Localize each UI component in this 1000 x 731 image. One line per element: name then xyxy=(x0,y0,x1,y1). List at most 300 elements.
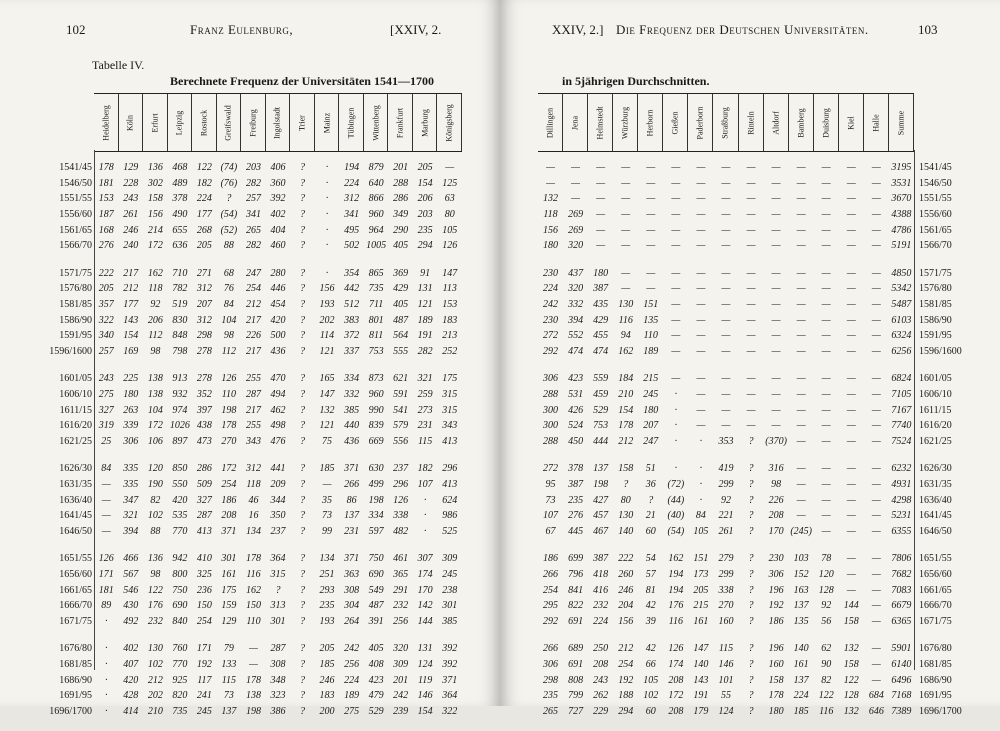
table-cell: 338 xyxy=(718,584,734,596)
table-cell: 51 xyxy=(645,463,656,475)
table-cell: — xyxy=(746,162,756,174)
table-cell: 385 xyxy=(344,404,360,416)
table-cell: 418 xyxy=(593,568,609,580)
table-cell: — xyxy=(721,240,731,252)
table-cell: ? xyxy=(748,600,754,612)
table-cell: — xyxy=(696,420,706,432)
table-cell: 180 xyxy=(123,389,139,401)
table-cell: 240 xyxy=(123,240,139,252)
table-cell: — xyxy=(796,283,806,295)
table-cell: — xyxy=(871,330,881,342)
table-cell: — xyxy=(821,209,831,221)
table-cell: (76) xyxy=(220,177,238,189)
table-cell: ? xyxy=(300,267,306,279)
table-cell: 54 xyxy=(645,553,656,565)
table-cell: 306 xyxy=(768,568,784,580)
table-cell: 107 xyxy=(543,510,559,522)
table-cell: · xyxy=(105,658,108,670)
period-label: 1541/45 xyxy=(59,162,92,174)
table-cell: 198 xyxy=(368,494,384,506)
table-cell: — xyxy=(646,224,656,236)
table-cell: 298 xyxy=(196,330,212,342)
table-cell: 146 xyxy=(718,658,734,670)
table-cell: — xyxy=(771,162,781,174)
period-label: 1631/35 xyxy=(918,478,952,490)
table-cell: 315 xyxy=(442,404,458,416)
table-cell: 535 xyxy=(172,510,188,522)
table-cell: 292 xyxy=(543,345,559,357)
table-row xyxy=(538,641,966,657)
table-cell: 243 xyxy=(123,193,139,205)
table-cell: ? xyxy=(300,690,306,702)
table-cell: · xyxy=(325,224,329,236)
column-header-label: Jena xyxy=(570,115,580,130)
table-cell: — xyxy=(746,314,756,326)
period-label: 1601/05 xyxy=(918,373,952,385)
row-group xyxy=(538,551,966,629)
table-cell: 225 xyxy=(123,373,139,385)
table-cell: ? xyxy=(748,690,754,702)
table-cell: 298 xyxy=(543,674,559,686)
table-cell: 555 xyxy=(393,345,409,357)
table-cell: 391 xyxy=(368,615,384,627)
table-cell: — xyxy=(721,345,731,357)
table-cell: 67 xyxy=(545,525,556,537)
column-header-label: Duisburg xyxy=(821,107,831,138)
period-label: 1551/55 xyxy=(918,193,952,205)
period-label: 1616/20 xyxy=(59,420,92,432)
period-label: 1596/1600 xyxy=(918,345,962,357)
table-cell: 80 xyxy=(620,494,631,506)
table-row xyxy=(36,328,462,344)
table-cell: 154 xyxy=(123,330,139,342)
table-cell: — xyxy=(721,162,731,174)
table-cell: 228 xyxy=(123,177,139,189)
page-number-right: 103 xyxy=(918,22,938,37)
table-cell: 128 xyxy=(843,690,859,702)
table-cell: 245 xyxy=(442,568,458,580)
table-cell: 147 xyxy=(693,643,709,655)
table-cell: 621 xyxy=(393,373,409,385)
column-header xyxy=(217,94,242,151)
table-cell: 114 xyxy=(319,330,335,342)
table-cell: 344 xyxy=(270,494,286,506)
table-cell: 62 xyxy=(821,643,832,655)
row-group xyxy=(538,641,966,719)
table-cell: 222 xyxy=(618,553,634,565)
table-cell: — xyxy=(671,330,681,342)
table-cell: 158 xyxy=(768,674,784,686)
table-cell: 848 xyxy=(172,330,188,342)
table-cell: 559 xyxy=(593,373,609,385)
table-cell: 204 xyxy=(618,600,634,612)
table-cell: 194 xyxy=(668,568,684,580)
table-cell: ? xyxy=(300,658,306,670)
table-cell: 259 xyxy=(417,389,433,401)
table-cell: 103 xyxy=(793,553,809,565)
table-cell: ? xyxy=(300,240,306,252)
table-cell: 413 xyxy=(442,435,458,447)
table-cell: 420 xyxy=(270,314,286,326)
table-cell: 105 xyxy=(693,525,709,537)
table-cell: 321 xyxy=(123,510,139,522)
table-cell: 942 xyxy=(172,553,188,565)
table-cell: ? xyxy=(275,584,281,596)
table-cell: 288 xyxy=(543,435,559,447)
table-cell: 6679 xyxy=(891,600,912,612)
period-label: 1636/40 xyxy=(918,494,952,506)
period-label: 1541/45 xyxy=(918,162,952,174)
table-row xyxy=(36,297,462,313)
table-cell: 252 xyxy=(442,345,458,357)
table-cell: 416 xyxy=(593,584,609,596)
table-cell: 262 xyxy=(593,690,609,702)
table-cell: — xyxy=(871,314,881,326)
column-header-label: Bamberg xyxy=(796,107,806,138)
table-cell: — xyxy=(445,162,455,174)
column-header-label: Gießen xyxy=(670,110,680,135)
table-cell: 130 xyxy=(618,299,634,311)
left-page xyxy=(0,0,500,717)
table-cell: 442 xyxy=(344,283,360,295)
table-cell: 636 xyxy=(172,240,188,252)
table-cell: ? xyxy=(748,553,754,565)
table-cell: 320 xyxy=(568,283,584,295)
table-cell: ? xyxy=(748,705,754,717)
table-cell: · xyxy=(699,435,703,447)
table-cell: — xyxy=(746,267,756,279)
table-cell: — xyxy=(696,314,706,326)
table-cell: — xyxy=(796,463,806,475)
table-cell: · xyxy=(325,267,329,279)
table-cell: 222 xyxy=(98,267,114,279)
table-cell: 312 xyxy=(196,314,212,326)
table-cell: 5191 xyxy=(891,240,912,252)
table-cell: — xyxy=(721,267,731,279)
table-cell: 190 xyxy=(147,478,163,490)
table-cell: 126 xyxy=(442,240,458,252)
table-cell: 264 xyxy=(344,615,360,627)
table-cell: 494 xyxy=(270,389,286,401)
table-cell: 426 xyxy=(568,404,584,416)
table-cell: 335 xyxy=(123,478,139,490)
table-cell: 397 xyxy=(196,404,212,416)
table-cell: 196 xyxy=(768,643,784,655)
table-cell: 325 xyxy=(196,568,212,580)
table-cell: 476 xyxy=(270,435,286,447)
table-cell: 428 xyxy=(123,690,139,702)
column-header xyxy=(563,94,588,151)
table-cell: 365 xyxy=(393,568,409,580)
table-cell: 209 xyxy=(270,478,286,490)
table-cell: · xyxy=(674,404,678,416)
table-cell: — xyxy=(846,510,856,522)
table-cell: ? xyxy=(748,510,754,522)
table-cell: — xyxy=(746,283,756,295)
table-cell: ? xyxy=(300,345,306,357)
table-row xyxy=(36,238,462,254)
period-label: 1576/80 xyxy=(918,283,952,295)
table-cell: 322 xyxy=(98,314,114,326)
table-cell: 142 xyxy=(417,600,433,612)
table-cell: 6355 xyxy=(891,525,912,537)
table-cell: — xyxy=(821,389,831,401)
table-cell: 212 xyxy=(618,643,634,655)
table-cell: 75 xyxy=(322,435,333,447)
table-cell: ? xyxy=(748,435,754,447)
table-cell: 300 xyxy=(543,404,559,416)
column-header xyxy=(789,94,814,151)
table-cell: 101 xyxy=(718,674,734,686)
table-cell: ? xyxy=(748,463,754,475)
table-cell: — xyxy=(746,240,756,252)
table-cell: — xyxy=(846,420,856,432)
table-cell: — xyxy=(249,658,258,670)
table-cell: 236 xyxy=(196,584,212,596)
table-cell: 104 xyxy=(147,404,163,416)
table-cell: — xyxy=(796,420,806,432)
table-cell: ? xyxy=(648,494,654,506)
table-cell: — xyxy=(846,463,856,475)
table-cell: 137 xyxy=(221,705,237,717)
table-cell: ? xyxy=(300,674,306,686)
period-label: 1681/85 xyxy=(918,658,952,670)
table-cell: 394 xyxy=(123,525,139,537)
table-cell: 479 xyxy=(368,690,384,702)
table-cell: — xyxy=(746,224,756,236)
table-cell: — xyxy=(771,389,781,401)
period-label: 1586/90 xyxy=(59,314,92,326)
table-cell: 42 xyxy=(645,643,656,655)
table-cell: 354 xyxy=(344,267,360,279)
table-cell: — xyxy=(846,568,856,580)
table-cell: 6824 xyxy=(891,373,912,385)
table-cell: — xyxy=(671,240,681,252)
table-cell: — xyxy=(696,224,706,236)
period-label: 1621/25 xyxy=(918,435,952,447)
period-label: 1546/50 xyxy=(918,177,952,189)
table-cell: 110 xyxy=(221,389,237,401)
table-cell: 423 xyxy=(568,373,584,385)
table-cell: — xyxy=(821,494,831,506)
table-cell: 932 xyxy=(172,389,188,401)
table-cell: — xyxy=(771,420,781,432)
table-cell: 5487 xyxy=(891,299,912,311)
table-cell: 150 xyxy=(196,600,212,612)
column-header-label: Paderborn xyxy=(695,106,705,139)
table-cell: — xyxy=(671,373,681,385)
table-cell: — xyxy=(846,494,856,506)
table-cell: 124 xyxy=(718,705,734,717)
period-label: 1681/85 xyxy=(59,658,92,670)
table-row xyxy=(36,281,462,297)
table-cell: 770 xyxy=(172,658,188,670)
table-cell: 132 xyxy=(319,404,335,416)
running-ref-right: XXIV, 2.] xyxy=(552,22,604,37)
table-cell: 92 xyxy=(720,494,731,506)
table-cell: — xyxy=(871,162,881,174)
table-cell: 130 xyxy=(147,643,163,655)
table-cell: — xyxy=(846,525,856,537)
table-cell: — xyxy=(671,314,681,326)
table-cell: 151 xyxy=(643,299,659,311)
table-cell: ? xyxy=(748,568,754,580)
table-cell: 235 xyxy=(543,690,559,702)
table-cell: 320 xyxy=(568,240,584,252)
table-cell: 579 xyxy=(393,420,409,432)
table-cell: — xyxy=(771,224,781,236)
table-row xyxy=(36,160,462,176)
table-cell: 137 xyxy=(593,463,609,475)
column-header-row-left xyxy=(94,93,462,152)
table-cell: 960 xyxy=(368,389,384,401)
period-label: 1696/1700 xyxy=(918,705,962,717)
running-author: Franz Eulenburg, xyxy=(190,22,294,37)
table-cell: 201 xyxy=(393,162,409,174)
table-cell: 753 xyxy=(368,345,384,357)
table-cell: 151 xyxy=(693,553,709,565)
table-row xyxy=(36,477,462,493)
table-cell: 192 xyxy=(768,600,784,612)
period-label: 1626/30 xyxy=(918,463,952,475)
period-label: 1606/10 xyxy=(918,389,952,401)
table-cell: — xyxy=(571,193,581,205)
table-cell: 364 xyxy=(270,553,286,565)
table-cell: 498 xyxy=(270,420,286,432)
table-cell: — xyxy=(671,224,681,236)
table-cell: 230 xyxy=(543,314,559,326)
table-cell: — xyxy=(671,209,681,221)
table-cell: 208 xyxy=(221,510,237,522)
table-cell: 242 xyxy=(393,690,409,702)
table-cell: (44) xyxy=(667,494,685,506)
table-cell: 57 xyxy=(645,568,656,580)
table-cell: 207 xyxy=(643,420,659,432)
table-cell: 350 xyxy=(270,510,286,522)
column-header xyxy=(764,94,789,151)
table-cell: 499 xyxy=(368,478,384,490)
table-cell: 198 xyxy=(593,478,609,490)
table-cell: 4786 xyxy=(891,224,912,236)
table-row xyxy=(36,266,462,282)
table-cell: 185 xyxy=(319,463,335,475)
table-cell: ? xyxy=(300,177,306,189)
table-cell: 630 xyxy=(368,463,384,475)
table-cell: — xyxy=(771,240,781,252)
table-cell: 187 xyxy=(98,209,114,221)
table-cell: — xyxy=(871,510,881,522)
table-cell: — xyxy=(871,584,881,596)
table-cell: 76 xyxy=(223,283,234,295)
period-label: 1586/90 xyxy=(918,314,952,326)
period-label: 1561/65 xyxy=(918,224,952,236)
table-cell: — xyxy=(821,330,831,342)
table-cell: 294 xyxy=(618,705,634,717)
table-cell: — xyxy=(846,224,856,236)
table-cell: 235 xyxy=(319,600,335,612)
table-cell: — xyxy=(596,209,606,221)
column-header xyxy=(839,94,864,151)
table-cell: 288 xyxy=(393,177,409,189)
period-label: 1631/35 xyxy=(59,478,92,490)
table-cell: 990 xyxy=(368,404,384,416)
table-cell: 215 xyxy=(643,373,659,385)
table-cell: — xyxy=(821,373,831,385)
table-cell: 156 xyxy=(319,283,335,295)
table-cell: — xyxy=(871,600,881,612)
table-cell: 487 xyxy=(368,600,384,612)
table-cell: 165 xyxy=(319,373,335,385)
table-cell: 335 xyxy=(123,463,139,475)
table-cell: 84 xyxy=(695,510,706,522)
table-cell: — xyxy=(746,404,756,416)
table-cell: 322 xyxy=(442,705,458,717)
table-cell: — xyxy=(596,224,606,236)
table-cell: 212 xyxy=(123,283,139,295)
table-cell: 710 xyxy=(172,267,188,279)
table-cell: 307 xyxy=(417,553,433,565)
table-cell: 217 xyxy=(245,345,261,357)
table-cell: 6365 xyxy=(891,615,912,627)
table-row xyxy=(538,222,966,238)
table-cell: 6496 xyxy=(891,674,912,686)
column-header xyxy=(713,94,738,151)
table-cell: ? xyxy=(300,330,306,342)
column-header-label: Dillingen xyxy=(545,107,555,138)
table-cell: 235 xyxy=(417,224,433,236)
table-cell: 194 xyxy=(668,584,684,596)
table-row xyxy=(538,567,966,583)
table-cell: 237 xyxy=(393,463,409,475)
table-cell: 669 xyxy=(368,435,384,447)
table-cell: 169 xyxy=(123,345,139,357)
table-cell: — xyxy=(871,478,881,490)
column-header xyxy=(413,94,438,151)
table-cell: 257 xyxy=(245,193,261,205)
table-row xyxy=(538,191,966,207)
column-header xyxy=(339,94,364,151)
table-cell: — xyxy=(721,314,731,326)
period-label: 1671/75 xyxy=(59,615,92,627)
table-cell: 299 xyxy=(718,478,734,490)
table-cell: 387 xyxy=(593,283,609,295)
table-cell: 63 xyxy=(444,193,455,205)
period-label: 1606/10 xyxy=(59,389,92,401)
table-cell: 410 xyxy=(196,553,212,565)
table-cell: 122 xyxy=(818,690,834,702)
table-row xyxy=(538,657,966,673)
table-cell: 334 xyxy=(344,373,360,385)
table-cell: — xyxy=(101,478,111,490)
table-cell: — xyxy=(596,177,606,189)
table-cell: 286 xyxy=(393,193,409,205)
table-cell: 850 xyxy=(172,463,188,475)
table-cell: 689 xyxy=(568,643,584,655)
column-header-label: Herborn xyxy=(645,109,655,136)
table-cell: — xyxy=(721,420,731,432)
table-cell: 440 xyxy=(344,420,360,432)
period-label: 1581/85 xyxy=(59,299,92,311)
table-cell: 487 xyxy=(393,314,409,326)
table-cell: 224 xyxy=(196,193,212,205)
table-cell: 178 xyxy=(98,162,114,174)
table-cell: — xyxy=(249,643,258,655)
table-cell: 105 xyxy=(643,674,659,686)
period-label: 1666/70 xyxy=(59,600,92,612)
table-cell: 292 xyxy=(543,615,559,627)
table-row xyxy=(36,371,462,387)
column-header-label: Greifswald xyxy=(223,104,233,141)
